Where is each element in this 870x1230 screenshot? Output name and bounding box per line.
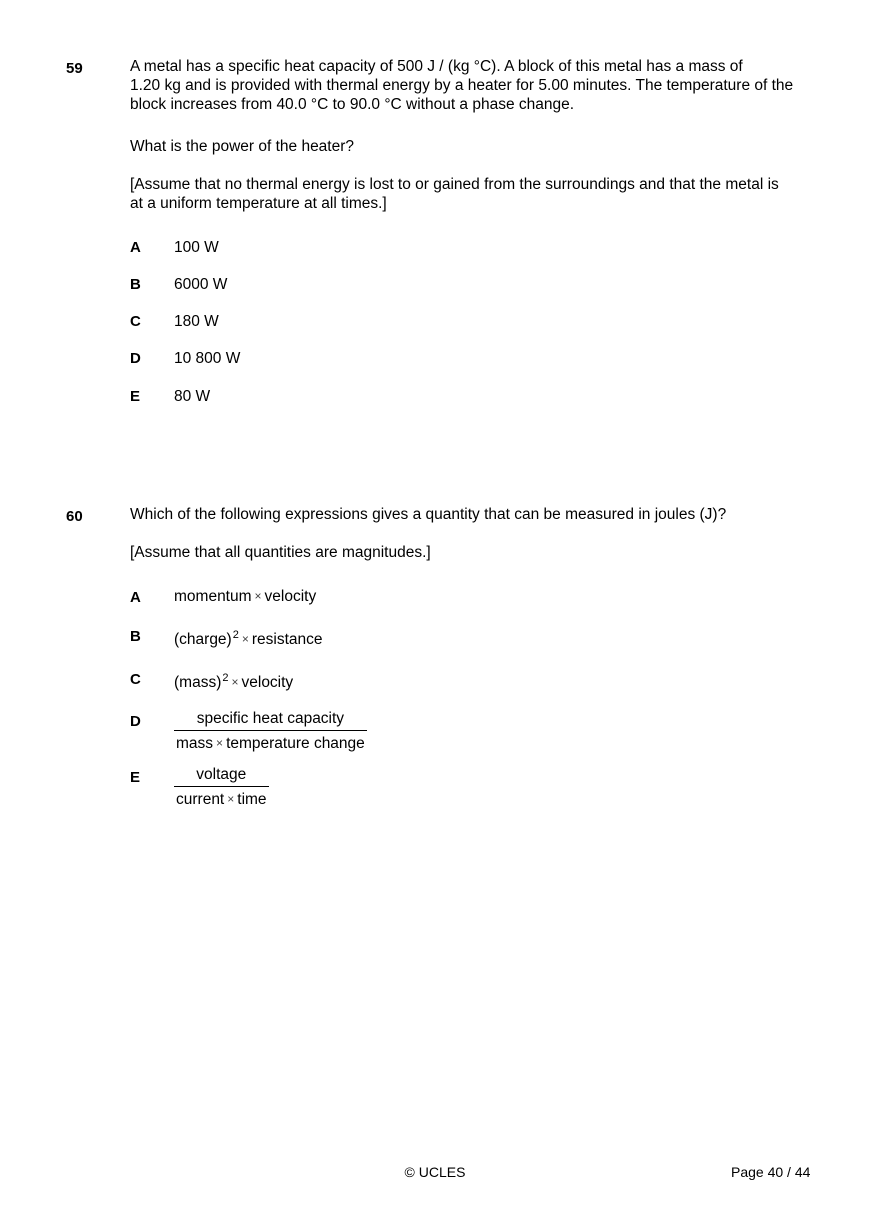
question-59-prompt: What is the power of the heater? (130, 138, 355, 155)
q60-option-e-fraction (174, 765, 269, 809)
footer-copyright: © UCLES (404, 1164, 466, 1180)
q59-option-c-letter: C (130, 313, 141, 330)
q60-option-d-numerator: specific heat capacity (174, 709, 367, 731)
q59-option-d-letter: D (130, 350, 141, 367)
question-59-stem-line-2: 1.20 kg and is provided with thermal energy by a heater for 5.00 minutes. The temperature of the (130, 77, 794, 94)
q59-option-a-letter: A (130, 239, 141, 256)
q60-option-e-numerator: voltage (174, 765, 269, 787)
question-59-assumption-line-1: [Assume that no thermal energy is lost to or gained from the surroundings and that the metal is (130, 176, 779, 193)
q60-option-e-letter: E (130, 769, 141, 786)
footer-page-number: Page 40 / 44 (731, 1164, 811, 1180)
q59-option-b-text: 6000 W (174, 276, 228, 293)
q60-option-a-letter: A (130, 589, 141, 606)
question-60-number: 60 (66, 508, 83, 525)
q60-option-e-denominator (174, 787, 269, 809)
q59-option-a-text: 100 W (174, 239, 219, 256)
q60-option-e-denominator-left: current (176, 791, 225, 808)
q60-option-a-right: velocity (264, 588, 317, 605)
times-sign: × (227, 792, 235, 806)
q60-option-d-denominator (174, 731, 367, 753)
question-59-stem-line-3: block increases from 40.0 °C to 90.0 °C without a phase change. (130, 96, 575, 113)
question-60-assumption: [Assume that all quantities are magnitudes.] (130, 544, 431, 561)
times-sign: × (216, 736, 224, 750)
times-sign: × (254, 589, 262, 603)
question-59-assumption (130, 175, 820, 213)
times-sign: × (231, 675, 239, 689)
q59-option-e-text: 80 W (174, 388, 211, 405)
question-59-stem (130, 57, 820, 114)
question-59-stem-line-1: A metal has a specific heat capacity of 500 J / (kg °C). A block of this metal has a mass of (130, 58, 743, 75)
q59-option-c-text: 180 W (174, 313, 219, 330)
q60-option-c-right: velocity (241, 674, 294, 691)
q60-option-c-left: (mass) (174, 674, 222, 691)
q60-option-c-letter: C (130, 671, 141, 688)
q60-option-e-denominator-right: time (237, 791, 267, 808)
q59-option-d-text: 10 800 W (174, 350, 241, 367)
q60-option-d-fraction (174, 709, 367, 753)
question-59-assumption-line-2: at a uniform temperature at all times.] (130, 195, 387, 212)
q60-option-c-expression (174, 673, 293, 692)
q60-option-a-left: momentum (174, 588, 252, 605)
q60-option-b-letter: B (130, 628, 141, 645)
q60-option-d-denominator-left: mass (176, 735, 214, 752)
q60-option-d-denominator-right: temperature change (226, 735, 365, 752)
times-sign: × (241, 632, 249, 646)
q59-option-e-letter: E (130, 388, 141, 405)
q60-option-d-letter: D (130, 713, 141, 730)
q60-option-c-exponent: 2 (222, 672, 229, 684)
q60-option-a-expression (174, 587, 316, 606)
q60-option-b-expression (174, 630, 323, 649)
q60-option-b-exponent: 2 (232, 629, 239, 641)
question-60-prompt: Which of the following expressions gives a quantity that can be measured in joules (J)? (130, 506, 727, 523)
q60-option-b-left: (charge) (174, 631, 232, 648)
question-59-number: 59 (66, 60, 83, 77)
q60-option-b-right: resistance (251, 631, 323, 648)
q59-option-b-letter: B (130, 276, 141, 293)
